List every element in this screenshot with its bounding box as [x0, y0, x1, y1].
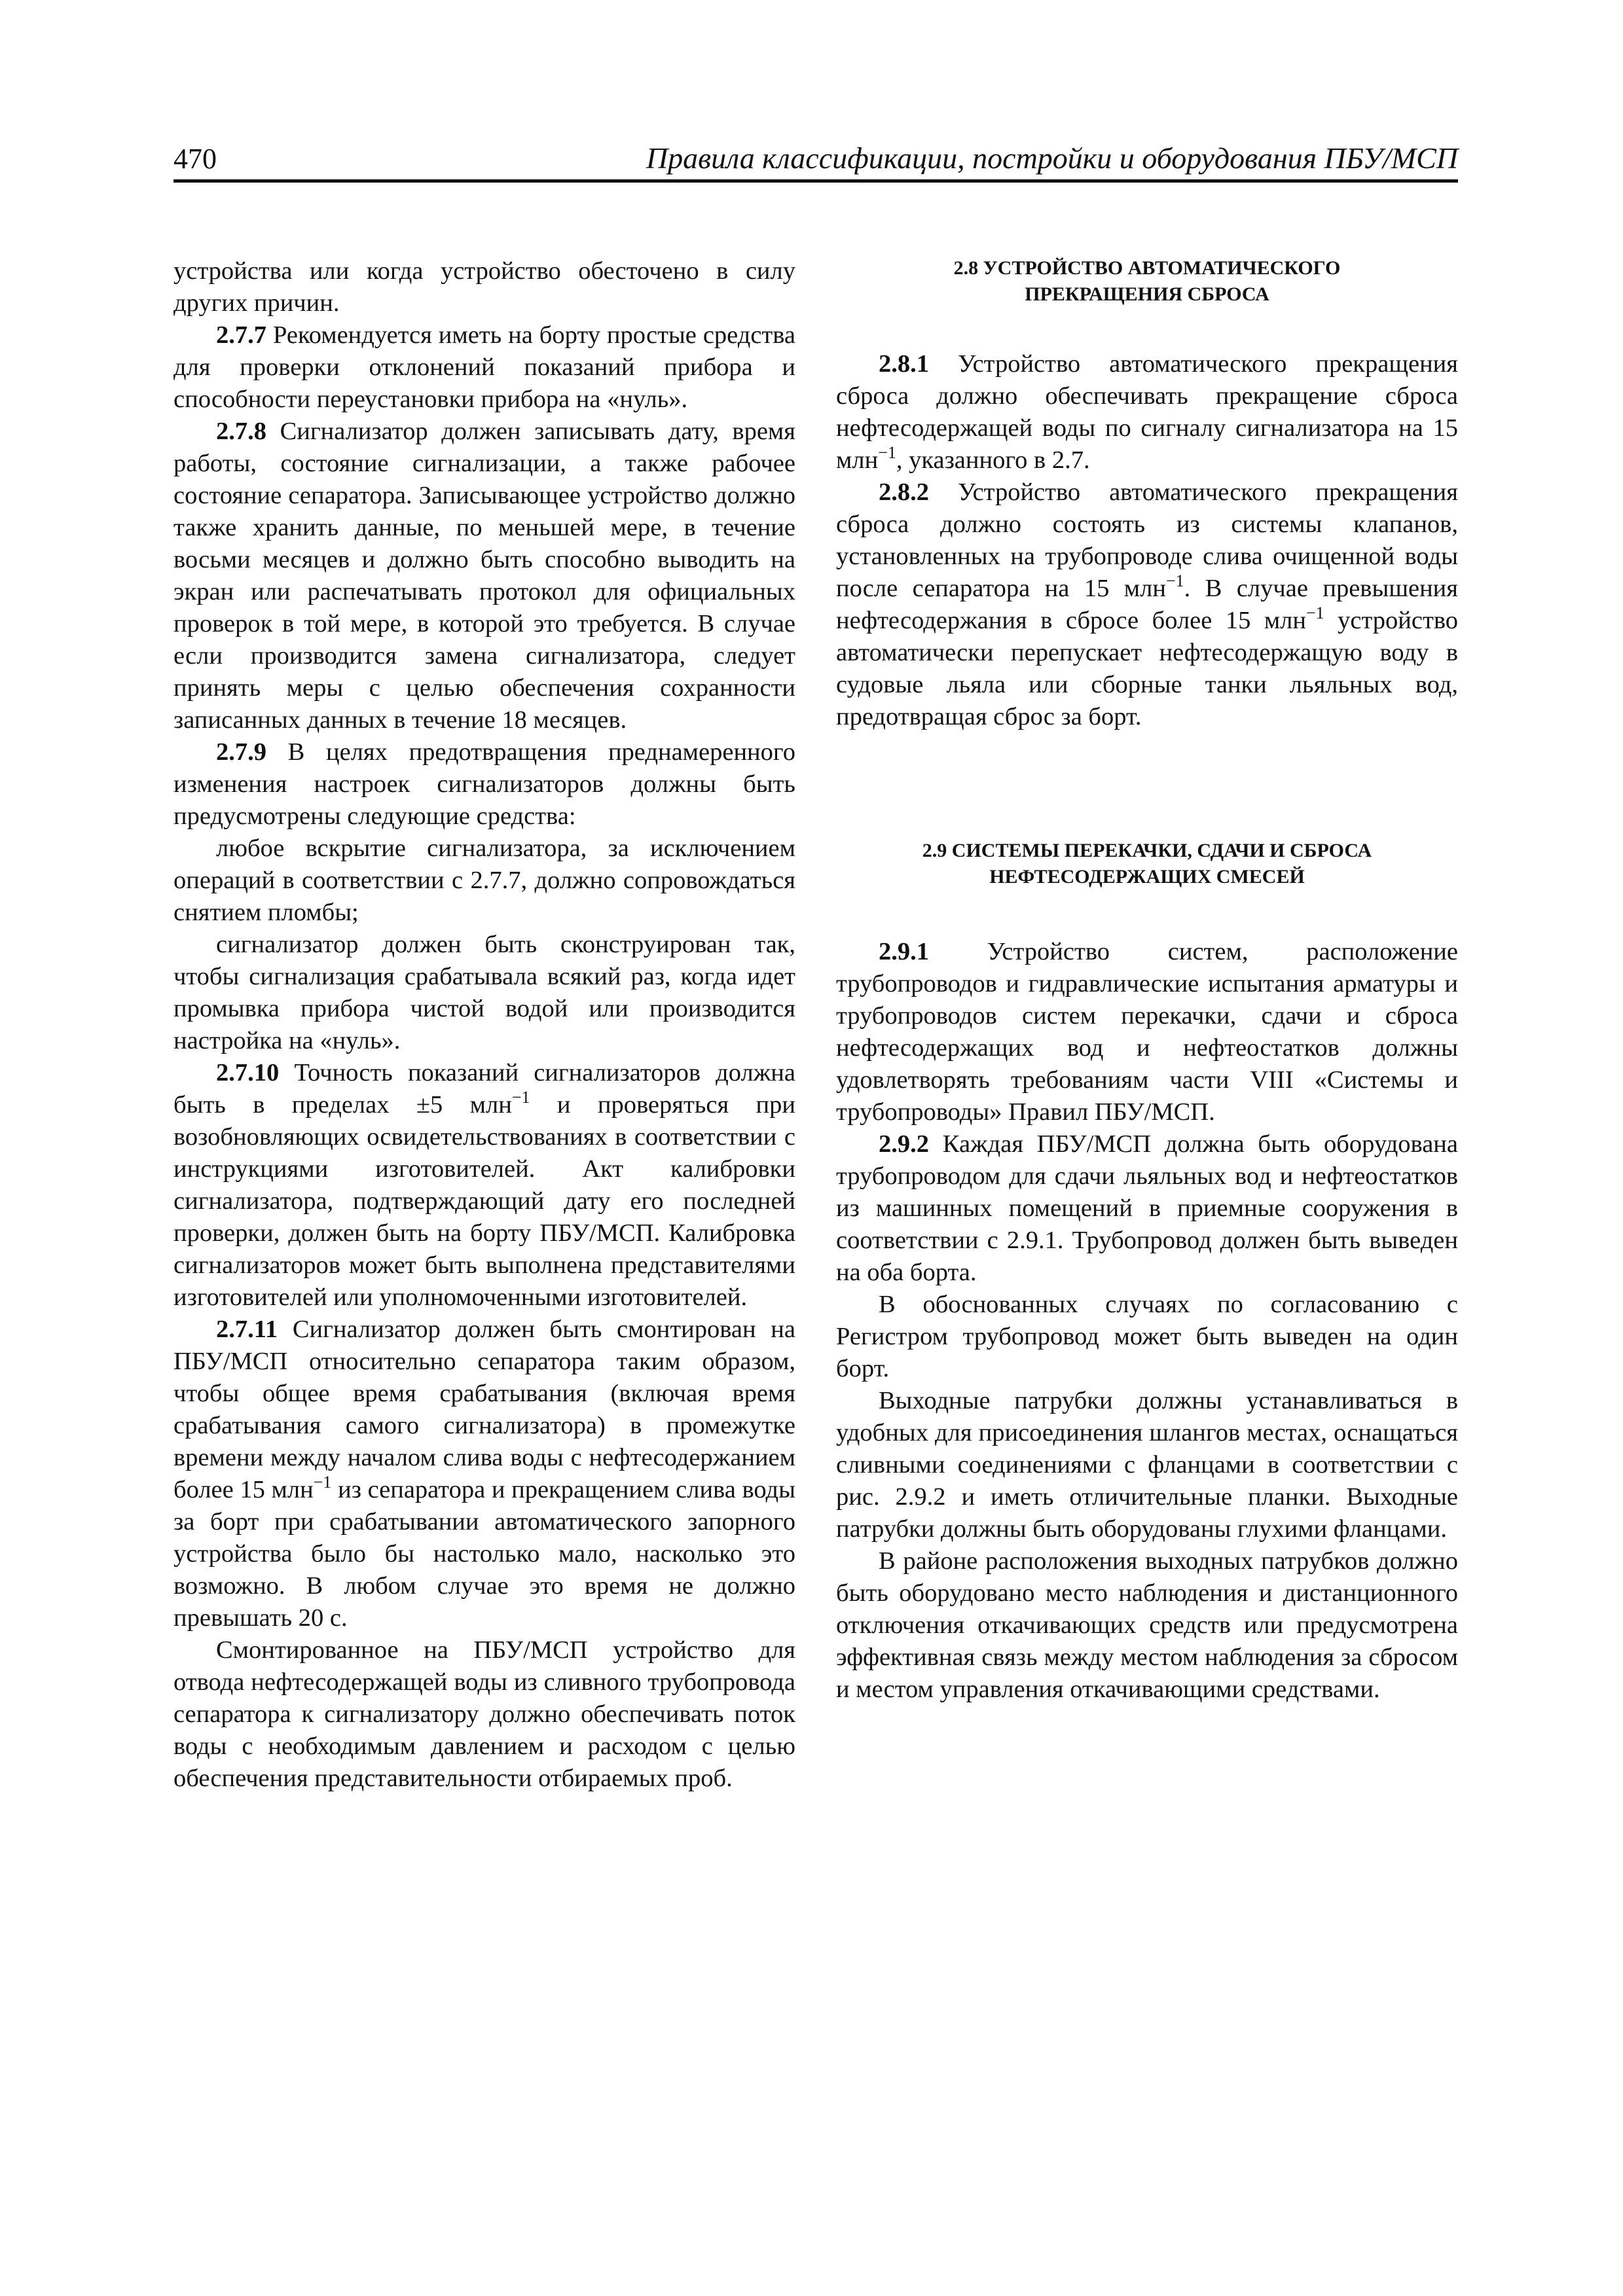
paragraph-2-9-1 — [836, 936, 1458, 1128]
paragraph-text: Сигнализатор должен записывать дату, время работы, состояние сигнализации, а также рабочее состояние сепаратора. Записывающее устройство должно также хранить данные, по меньшей мере, в течение восьми месяцев и должно быть способно выводить на экран или распечатывать протокол для официальных проверок в той мере, в которой это требуется. В случае если производится замена сигнализатора, следует принять меры с целью обеспечения сохранности записанных данных в течение 18 месяцев. — [173, 418, 795, 734]
paragraph-text: Точность показаний сигнализаторов должна быть в пределах ±5 млн — [173, 1059, 795, 1119]
left-column — [173, 255, 795, 1795]
heading-line: 2.9 СИСТЕМЫ ПЕРЕКАЧКИ, СДАЧИ И СБРОСА — [922, 840, 1372, 861]
list-item-seal: любое вскрытие сигнализатора, за исключением операций в соответствии с 2.7.7, должно сопровождаться снятием пломбы; — [173, 834, 795, 926]
paragraph-2-7-9 — [173, 736, 795, 833]
paragraph-2-7-8 — [173, 416, 795, 736]
paragraph-text: Каждая ПБУ/МСП должна быть оборудована трубопроводом для сдачи льяльных вод и нефтеостатков из машинных помещений в приемные сооружения в соответствии с 2.9.1. Трубопровод должен быть выведен на оба борта. — [836, 1130, 1458, 1286]
paragraph-text: Сигнализатор должен быть смонтирован на ПБУ/МСП относительно сепаратора таким образом, чтобы общее время срабатывания (включая время срабатывания самого сигнализатора) в промежутке времени между началом слива воды с нефтесодержанием более 15 млн — [173, 1316, 795, 1503]
paragraph-text: В целях предотвращения преднамеренного изменения настроек сигнализаторов должны быть предусмотрены следующие средства: — [173, 738, 795, 830]
paragraph-text: устройство автоматически перепускает нефтесодержащую воду в судовые льяла или сборные танки льяльных вод, предотвращая сброс за борт. — [836, 607, 1458, 730]
page-number: 470 — [173, 143, 217, 175]
paragraph-mounted-device: Смонтированное на ПБУ/МСП устройство для отвода нефтесодержащей воды из сливного трубопровода сепаратора к сигнализатору должно обеспечивать поток воды с необходимым давлением и расходом с целью обеспечения представительности отбираемых проб. — [173, 1636, 795, 1792]
running-title: Правила классификации, постройки и оборудования ПБУ/МСП — [646, 141, 1458, 175]
list-item-alarm: сигнализатор должен быть сконструирован так, чтобы сигнализация срабатывала всякий раз, когда идет промывка прибора чистой водой или производится настройка на «нуль». — [173, 931, 795, 1054]
paragraph-text: и проверяться при возобновляющих освидетельствованиях в соответствии с инструкциями изготовителей. Акт калибровки сигнализатора, подтверждающий дату его последней проверки, должен быть на борту ПБУ/МСП. Калибровка сигнализаторов может быть выполнена представителями изготовителей или уполномоченными изготовителей. — [173, 1091, 795, 1311]
superscript: −1 — [878, 443, 896, 462]
paragraph-2-8-1 — [836, 348, 1458, 476]
paragraph-outlets: Выходные патрубки должны устанавливаться в удобных для присоединения шлангов местах, оснащаться сливными соединениями с фланцами в соответствии с рис. 2.9.2 и иметь отличительные планки. Выходные патрубки должны быть оборудованы глухими фланцами. — [836, 1387, 1458, 1543]
superscript: −1 — [511, 1088, 530, 1107]
paragraph-2-8-2 — [836, 476, 1458, 733]
clause-number: 2.7.11 — [216, 1316, 278, 1343]
paragraph-text: Устройство систем, расположение трубопроводов и гидравлические испытания арматуры и трубопроводов систем перекачки, сдачи и сброса нефтесодержащих вод и нефтеостатков должны удовлетворять требованиям части VIII «Системы и трубопроводы» Правил ПБУ/МСП. — [836, 938, 1458, 1126]
paragraph-text: Устройство автоматического прекращения сброса должно обеспечивать прекращение сброса нефтесодержащей воды по сигналу сигнализатора на 15 млн — [836, 350, 1458, 474]
clause-number: 2.7.7 — [216, 321, 266, 349]
heading-line: НЕФТЕСОДЕРЖАЩИХ СМЕСЕЙ — [989, 866, 1305, 888]
paragraph-2-7-7 — [173, 319, 795, 416]
paragraph-text: из сепаратора и прекращением слива воды за борт при срабатывании автоматического запорного устройства было бы настолько мало, насколько это возможно. В любом случае это время не должно превышать 20 с. — [173, 1476, 795, 1632]
paragraph-2-9-2 — [836, 1128, 1458, 1289]
superscript: −1 — [313, 1473, 332, 1492]
paragraph-observation: В районе расположения выходных патрубков должно быть оборудовано место наблюдения и дистанционного отключения откачивающих средств или предусмотрена эффективная связь между местом наблюдения за сбросом и местом управления откачивающими средствами. — [836, 1547, 1458, 1703]
header-rule — [173, 179, 1458, 183]
section-heading-2-9 — [836, 838, 1458, 890]
paragraph-one-side: В обоснованных случаях по согласованию с Регистром трубопровод может быть выведен на один борт. — [836, 1291, 1458, 1382]
superscript: −1 — [1165, 571, 1184, 590]
page-header — [173, 143, 1458, 179]
section-heading-2-8 — [836, 255, 1458, 308]
paragraph-continuation: устройства или когда устройство обесточено в силу других причин. — [173, 257, 795, 317]
superscript: −1 — [1306, 603, 1324, 622]
paragraph-text: Рекомендуется иметь на борту простые средства для проверки отклонений показаний прибора и способности переустановки прибора на «нуль». — [173, 321, 795, 413]
paragraph-text: , указанного в 2.7. — [896, 446, 1090, 474]
paragraph-2-7-10 — [173, 1057, 795, 1314]
clause-number: 2.8.1 — [879, 350, 929, 378]
paragraph-text: Устройство автоматического прекращения сброса должно состоять из системы клапанов, установленных на трубопроводе слива очищенной воды после сепаратора на 15 млн — [836, 478, 1458, 602]
clause-number: 2.9.1 — [879, 938, 929, 965]
clause-number: 2.8.2 — [879, 478, 929, 506]
heading-line: ПРЕКРАЩЕНИЯ СБРОСА — [1025, 283, 1269, 305]
clause-number: 2.7.8 — [216, 418, 266, 445]
clause-number: 2.7.9 — [216, 738, 266, 766]
clause-number: 2.9.2 — [879, 1130, 929, 1158]
heading-line: 2.8 УСТРОЙСТВО АВТОМАТИЧЕСКОГО — [953, 257, 1341, 279]
paragraph-2-7-11 — [173, 1314, 795, 1634]
right-column — [836, 255, 1458, 1706]
paragraph-text: . В случае превышения нефтесодержания в сбросе более 15 млн — [836, 575, 1458, 634]
clause-number: 2.7.10 — [216, 1059, 280, 1086]
